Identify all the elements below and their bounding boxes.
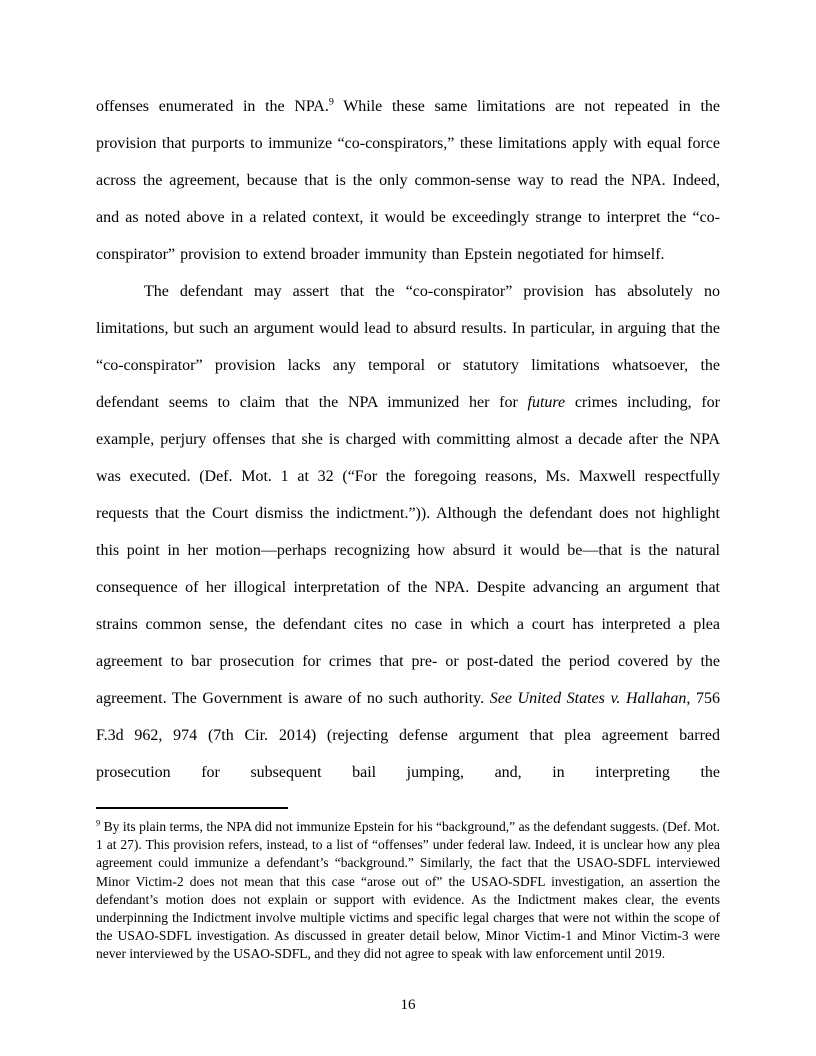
paragraph: The defendant may assert that the “co-conspirator” provision has absolutely no limitations, but such an argument would lead to absurd results. In particular, in arguing that the “co-conspirator” provision lacks any temporal or statutory limitations whatsoever, the defendant seems to claim that the NPA immunized her for future crimes including, for example, perjury offenses that she is charged with committing almost a decade after the NPA was executed. (Def. Mot. 1 at 32 (“For the foregoing reasons, Ms. Maxwell respectfully requests that the Court dismiss the indictment.”)). Although the defendant does not highlight this point in her motion—perhaps recognizing how absurd it would be—that is the natural consequence of her illogical interpretation of the NPA. Despite advancing an argument that strains common sense, the defendant cites no case in which a court has interpreted a plea agreement to bar prosecution for crimes that pre- or post-dated the period covered by the agreement. The Government is aware of no such authority. See United States v. Hallahan, 756 F.3d 962, 974 (7th Cir. 2014) (rejecting defense argument that plea agreement barred prosecution for subsequent bail jumping, and, in interpreting the <box>96 283 721 781</box>
footnote-text: $^9$ By its plain terms, the NPA did not immunize Epstein for his “background,” as the defendant suggests. (Def. Mot. 1 at 27). This provision refers, instead, to a list of “offenses” under federal law. Indeed, it is unclear how any plea agreement could immunize a defendant’s “background.” Similarly, the fact that the USAO-SDFL interviewed Minor Victim-2 does not mean that this case “arose out of” the USAO-SDFL investigation, an assertion the defendant’s motion does not explain or support with evidence. As the Indictment makes clear, the events underpinning the Indictment involve multiple victims and specific legal charges that were not within the scope of the USAO-SDFL investigation. As discussed in greater detail below, Minor Victim-1 and Minor Victim-3 were never interviewed by the USAO-SDFL, and they did not agree to speak with law enforcement until 2019. <box>96 818 720 962</box>
body-paragraphs <box>96 88 720 791</box>
paragraph: offenses enumerated in the NPA.$^9$ While these same limitations are not repeated in the provision that purports to immunize “co-conspirators,” these limitations apply with equal force across the agreement, because that is the only common-sense way to read the NPA. Indeed, and as noted above in a related context, it would be exceedingly strange to interpret the “co-conspirator” provision to extend broader immunity than Epstein negotiated for himself. <box>96 96 720 263</box>
page-content <box>96 88 720 964</box>
footnote-separator <box>96 807 288 809</box>
page-number: 16 <box>400 997 416 1013</box>
